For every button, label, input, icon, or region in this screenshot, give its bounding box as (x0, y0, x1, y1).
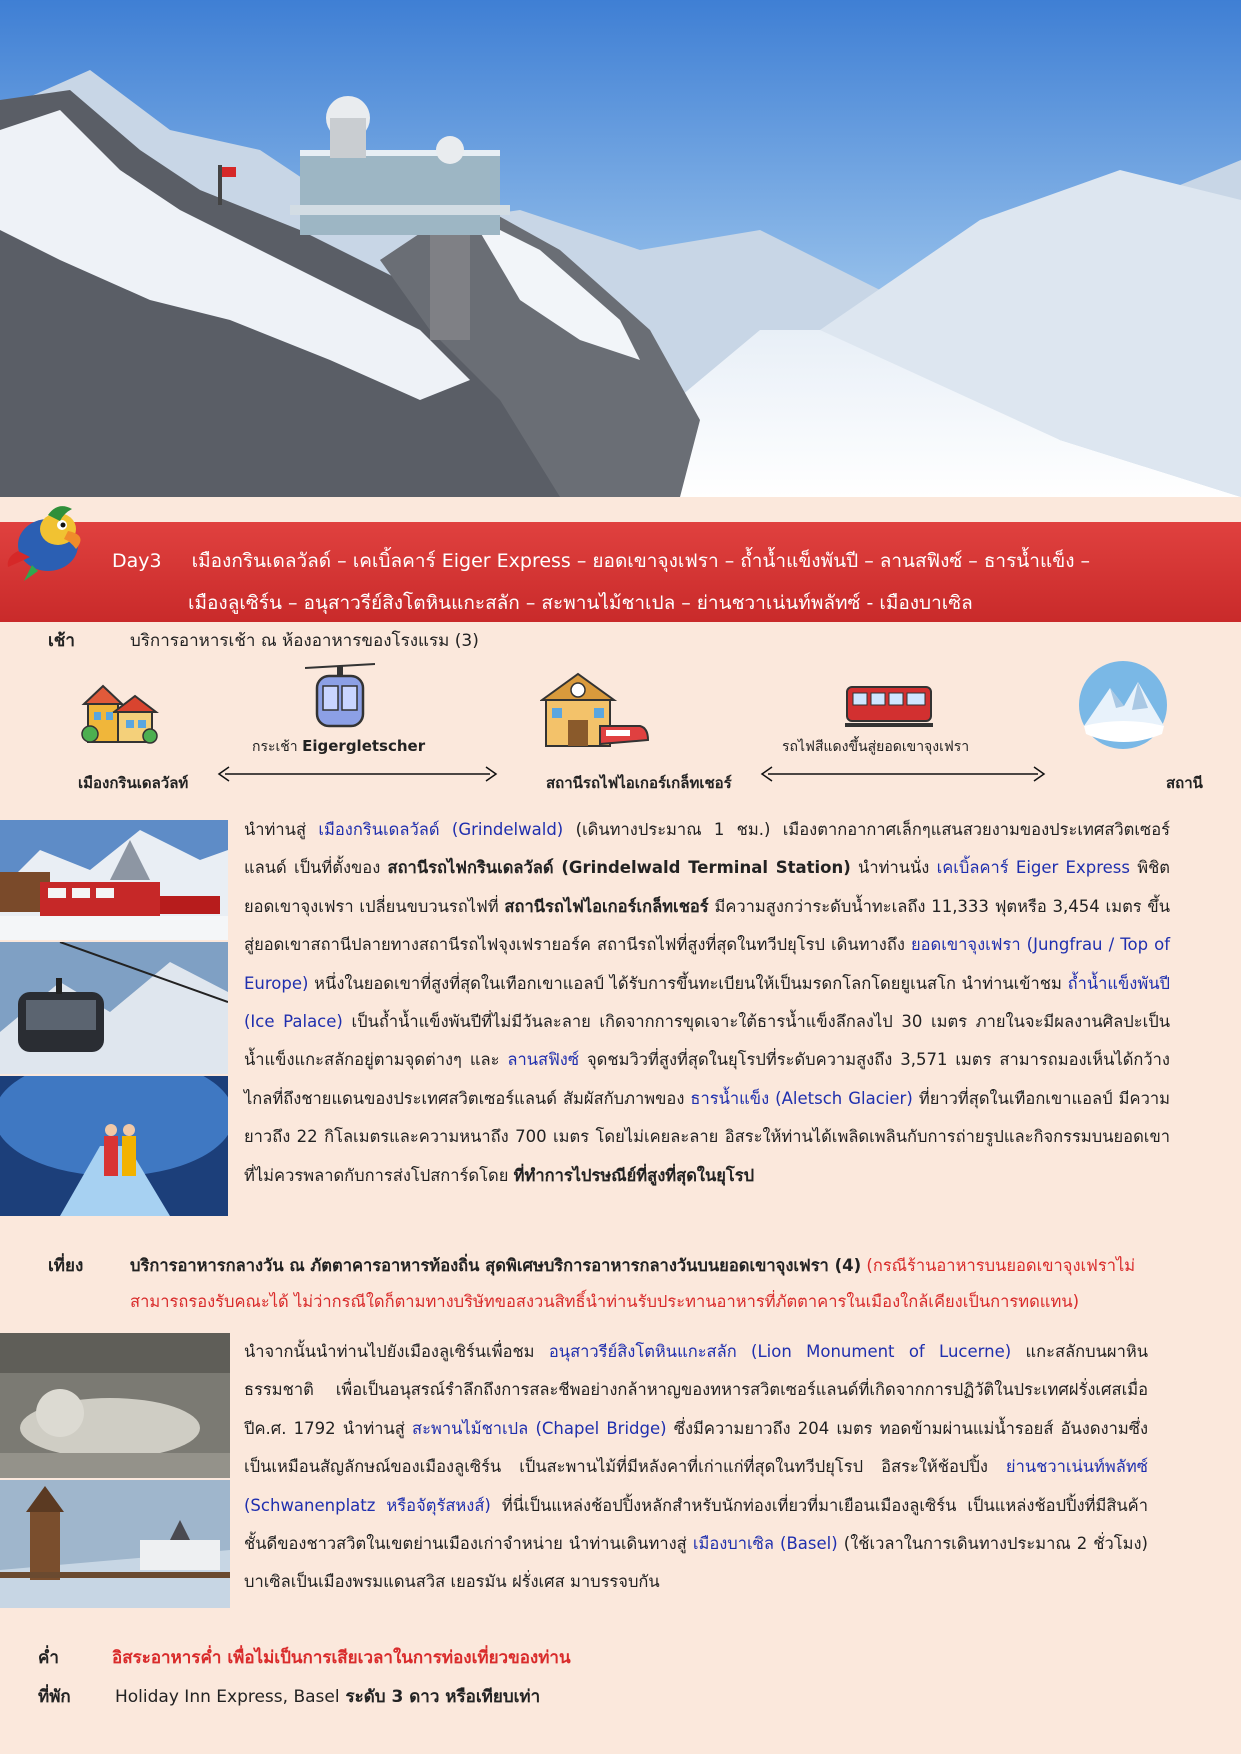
section2-run: สะพานไม้ชาเปล (Chapel Bridge) (412, 1418, 667, 1438)
route-leg1-name: Eigergletscher (302, 737, 426, 755)
hotel-name: Holiday Inn Express, Basel (115, 1687, 340, 1707)
chapel-bridge-photo (0, 1480, 230, 1608)
route-end: สถานี (1166, 774, 1203, 792)
hotel-info (115, 1683, 540, 1710)
day-label: Day3 (112, 550, 162, 572)
breakfast-text: บริการอาหารเช้า ณ ห้องอาหารของโรงแรม (3) (130, 631, 479, 651)
breakfast-label: เช้า (48, 631, 75, 651)
section1-run: นำท่านนั่ง (850, 858, 937, 878)
section1-run: เคเบิ้ลคาร์ Eiger Express (936, 858, 1130, 878)
route-start: เมืองกรินเดลวัลท์ (78, 774, 189, 792)
train-station-icon (540, 670, 650, 750)
section1-run: จุดชมวิวที่สูงที่สุดในยุโรปที่ระดับความสูงถึง 3,571 เมตร สามารถมองเห็นได้กว้างไกลที่ถึงชายแดนของประเทศสวิตเซอร์แลนด์ สัมผัสกับภาพของ (244, 1050, 1170, 1108)
section1-run: นำท่านสู่ (244, 820, 319, 839)
section1-run: ธารน้ำแข็ง (Aletsch Glacier) (690, 1088, 913, 1108)
day-title-line2: เมืองลูเซิร์น – อนุสาวรีย์สิงโตหินแกะสลัก – สะพานไม้ชาเปล – ย่านชวาเน่นท์พลัทซ์ - เมืองบาเซิล (188, 592, 973, 614)
hotel-suffix: ระดับ 3 ดาว หรือเทียบเท่า (339, 1687, 541, 1707)
section1-run: ยอดเขาจุงเฟรา (Jungfrau / Top of Europe) (244, 935, 1171, 993)
section1-run: สถานีรถไฟไอเกอร์เกล็ทเชอร์ (504, 896, 709, 916)
hotel-label: ที่พัก (38, 1687, 71, 1707)
route-mid: สถานีรถไฟไอเกอร์เกล็ทเชอร์ (546, 774, 732, 792)
eiger-express-photo (0, 942, 228, 1074)
section1-run: เป็นถ้ำน้ำแข็งพันปีที่ไม่มีวันละลาย เกิดจากการขุดเจาะใต้ธารน้ำแข็งลึกลงไป 30 เมตร ภายในจะมีผลงานศิลปะเป็นน้ำแข็งแกะสลักอยู่ตามจุดต่างๆ และ (244, 1012, 1170, 1070)
train-photo (0, 820, 228, 940)
section1-run: พิชิตยอดเขาจุงเฟรา เปลี่ยนขบวนรถไฟที่ (244, 858, 1171, 916)
parrot-mascot-icon (2, 495, 94, 585)
section1-run: หนึ่งในยอดเขาที่สูงที่สุดในเทือกเขาแอลป์ ได้รับการขึ้นทะเบียนให้เป็นมรดกโลกโดยยูเนสโก นำท่านเข้าชม (308, 973, 1068, 993)
section1-text (244, 811, 1170, 1195)
section2-run: เมืองบาเซิล (Basel) (692, 1534, 838, 1554)
cable-car-icon (305, 662, 375, 730)
route-leg1-label (252, 736, 425, 758)
route-arrow-1 (215, 764, 500, 784)
section1-run: ที่ทำการไปรษณีย์ที่สูงที่สุดในยุโรป (513, 1165, 755, 1185)
section2-run: ซึ่งมีความยาวถึง 204 เมตร ทอดข้ามผ่านแม่น้ำรอยส์ อันงดงามซึ่งเป็นเหมือนสัญลักษณ์ของเมืองลูเซิร์น เป็นสะพานไม้ที่มีหลังคาที่เก่าแก่ที่สุดในทวีปยุโรป อิสระให้ช้อปปิ้ง (244, 1418, 1149, 1477)
mountain-icon (1078, 660, 1168, 750)
section1-run: ถ้ำน้ำแข็งพันปี (Ice Palace) (244, 973, 1170, 1032)
village-icon (80, 680, 160, 746)
hero-image (0, 0, 1241, 497)
section2-run: อนุสาวรีย์สิงโตหินแกะสลัก (Lion Monument of Lucerne) (548, 1342, 1012, 1361)
day-title-line1: เมืองกรินเดลวัลด์ – เคเบิ้ลคาร์ Eiger Express – ยอดเขาจุงเฟรา – ถ้ำน้ำแข็งพันปี – ลานสฟิงซ์ – ธารน้ำแข็ง – (191, 550, 1091, 572)
dinner-label: ค่ำ (38, 1648, 59, 1668)
lunch-text: บริการอาหารกลางวัน ณ ภัตตาคารอาหารท้องถิ่น สุดพิเศษบริการอาหารกลางวันบนยอดเขาจุงเฟรา (4) (130, 1256, 862, 1275)
route-leg1-prefix: กระเช้า (252, 739, 303, 755)
section1-run: ที่ยาวที่สุดในเทือกเขาแอลป์ มีความยาวถึง 22 กิโลเมตรและความหนาถึง 700 เมตร โดยไม่เคยละลาย อิสระให้ท่านได้เพลิดเพลินกับการถ่ายรูปและกิจกรรมบนยอดเขาที่ไม่ควรพลาดกับการส่งโปสการ์ดโดย (244, 1088, 1170, 1185)
section2-run: ย่านชวาเน่นท์พลัทซ์ (Schwanenplatz หรือจัตุรัสหงส์) (244, 1457, 1148, 1515)
ice-palace-photo (0, 1076, 228, 1216)
dinner-text: อิสระอาหารค่ำ เพื่อไม่เป็นการเสียเวลาในการท่องเที่ยวของท่าน (112, 1648, 571, 1668)
section1-run: (เดินทางประมาณ 1 ชม.) เมืองตากอากาศเล็กๆแสนสวยงามของประเทศสวิตเซอร์แลนด์ เป็นที่ตั้งของ (244, 820, 1170, 878)
section2-run: (ใช้เวลาในการเดินทางประมาณ 2 ชั่วโมง) บาเซิลเป็นเมืองพรมแดนสวิส เยอรมัน ฝรั่งเศส มาบรรจบกัน (244, 1534, 1148, 1592)
section2-text (244, 1333, 1148, 1602)
route-leg2-label: รถไฟสีแดงขึ้นสู่ยอดเขาจุงเฟรา (782, 739, 970, 755)
section2-run: นำจากนั้นนำท่านไปยังเมืองลูเซิร์นเพื่อชม (244, 1342, 549, 1361)
section1-run: สถานีรถไฟกรินเดลวัลด์ (Grindelwald Terminal Station) (387, 858, 851, 878)
section1-run: ลานสฟิงซ์ (507, 1050, 580, 1070)
section2-run: แกะสลักบนผาหินธรรมชาติ เพื่อเป็นอนุสรณ์รำลึกถึงการสละชีพอย่างกล้าหาญของทหารสวิตเซอร์แลนด์ที่เกิดจากการปฏิวัติในประเทศฝรั่งเศสเมื่อปีค.ศ. 1792 นำท่านสู่ (244, 1342, 1149, 1438)
route-arrow-2 (758, 764, 1048, 784)
day-title (112, 540, 1222, 624)
lunch-block (130, 1248, 1156, 1320)
lunch-label: เที่ยง (48, 1256, 84, 1276)
section2-run: ที่นี่เป็นแหล่งช้อปปิ้งหลักสำหรับนักท่องเที่ยวที่มาเยือนเมืองลูเซิร์น เป็นแหล่งช้อปปิ้งที่มีสินค้าชั้นดีของชาวสวิตในเขตย่านเมืองเก่าจำหน่าย นำท่านเดินทางสู่ (244, 1495, 1148, 1554)
section1-run: เมืองกรินเดลวัลด์ (Grindelwald) (318, 820, 564, 839)
red-train-icon (845, 683, 933, 729)
lunch-note: (กรณีร้านอาหารบนยอดเขาจุงเฟราไม่สามารถรองรับคณะได้ ไม่ว่ากรณีใดก็ตามทางบริษัทขอสงวนสิทธิ์นำท่านรับประทานอาหารที่ภัตตาคารในเมืองใกล้เคียงเป็นการทดแทน) (130, 1256, 1136, 1311)
lion-monument-photo (0, 1333, 230, 1478)
section1-run: มีความสูงกว่าระดับน้ำทะเลถึง 11,333 ฟุตหรือ 3,454 เมตร ขึ้นสู่ยอดเขาสถานีปลายทางสถานีรถไฟจุงเฟรายอร์ค สถานีรถไฟที่สูงที่สุดในทวีปยุโรป เดินทางถึง (244, 896, 1170, 955)
